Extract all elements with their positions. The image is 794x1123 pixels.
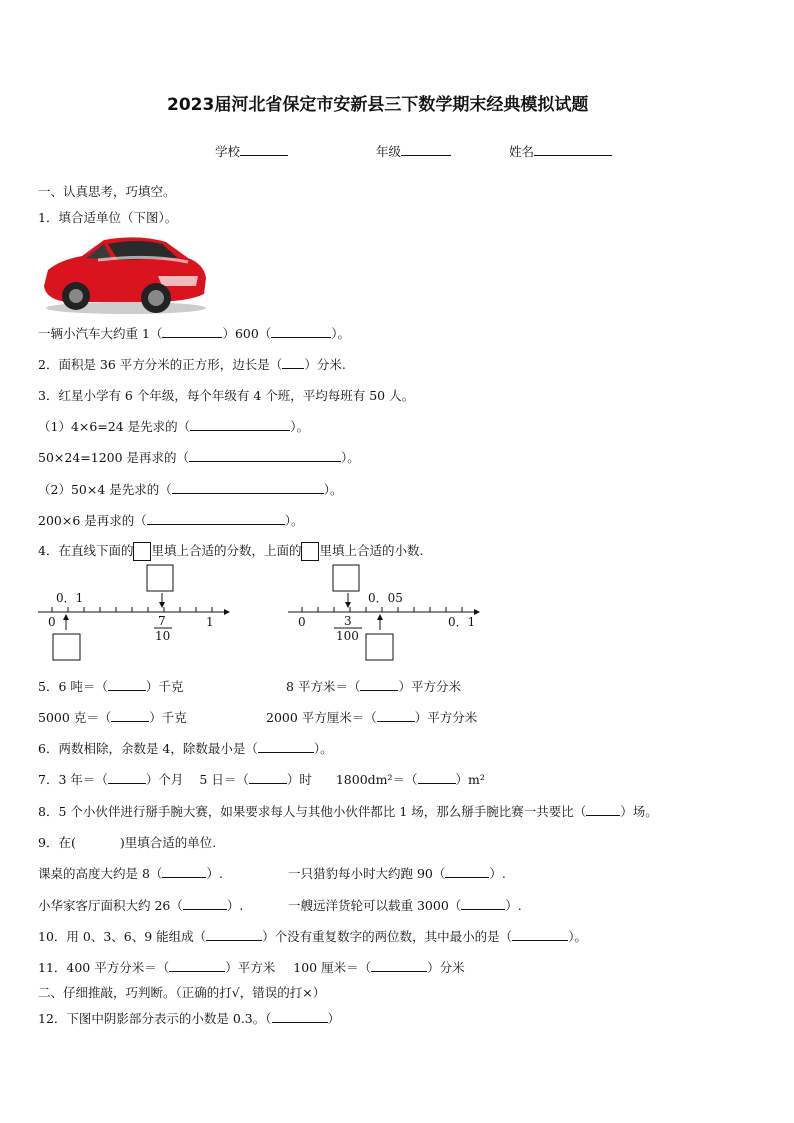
number-line-1-one: 1 bbox=[206, 615, 214, 629]
q8-blank[interactable] bbox=[586, 803, 620, 816]
q1-text-a: 一辆小汽车大约重 1（ bbox=[38, 326, 163, 341]
question-5-line-1-left bbox=[38, 677, 183, 695]
q6-text-a: 6．两数相除，余数是 4，除数最小是（ bbox=[38, 741, 258, 756]
number-line-2-end: 0．1 bbox=[448, 615, 476, 629]
q4-text-a: 4．在直线下面的 bbox=[38, 543, 134, 558]
question-11 bbox=[38, 958, 465, 976]
question-3-line-1 bbox=[38, 417, 309, 435]
q11-blank-1[interactable] bbox=[169, 959, 225, 972]
q9-blank-2[interactable] bbox=[445, 865, 489, 878]
q5-blank-3[interactable] bbox=[111, 709, 149, 722]
q1-blank-1[interactable] bbox=[162, 325, 222, 338]
number-line-1-numerator: 7 bbox=[158, 614, 166, 628]
q9-blank-4[interactable] bbox=[461, 897, 505, 910]
q3-l2-text-a: 50×24=1200 是再求的（ bbox=[38, 450, 190, 465]
q7-text-d: ）时 bbox=[286, 772, 312, 787]
q9-blank-1[interactable] bbox=[162, 865, 206, 878]
q9-l2-text-b: ）. bbox=[226, 898, 244, 913]
q3-blank-4[interactable] bbox=[147, 512, 285, 525]
q4-text-b: 里填上合适的分数，上面的 bbox=[151, 543, 302, 558]
q4-text-c: 里填上合适的小数. bbox=[319, 543, 424, 558]
q6-blank[interactable] bbox=[258, 740, 314, 753]
q11-blank-2[interactable] bbox=[371, 959, 427, 972]
q7-blank-3[interactable] bbox=[418, 771, 456, 784]
q11-text-a: 11．400 平方分米＝（ bbox=[38, 960, 170, 975]
q9-stem-text-a: 9．在( bbox=[38, 835, 76, 850]
question-3-line-4 bbox=[38, 511, 304, 529]
name-field[interactable] bbox=[509, 142, 612, 160]
number-line-2-top-answer-box[interactable] bbox=[333, 565, 359, 591]
number-line-1-top-answer-box[interactable] bbox=[147, 565, 173, 591]
number-line-1-bottom-answer-box[interactable] bbox=[53, 634, 80, 660]
q11-text-c: 100 厘米＝（ bbox=[293, 960, 372, 975]
number-line-2-zero: 0 bbox=[298, 615, 306, 629]
q9-l1-text-a: 课桌的高度大约是 8（ bbox=[38, 866, 163, 881]
question-6 bbox=[38, 739, 333, 757]
number-line-1-denominator: 10 bbox=[155, 629, 171, 643]
question-5-line-2-left bbox=[38, 708, 187, 726]
question-5-line-2-right bbox=[266, 708, 477, 726]
number-line-1-top-label: 0．1 bbox=[56, 591, 84, 605]
number-line-1 bbox=[38, 562, 238, 662]
q1-text-c: ）。 bbox=[331, 326, 351, 341]
number-line-2 bbox=[288, 562, 488, 662]
q10-blank-2[interactable] bbox=[512, 928, 568, 941]
q10-text-a: 10．用 0、3、6、9 能组成（ bbox=[38, 929, 207, 944]
q7-text-b: ）个月 bbox=[145, 772, 184, 787]
q3-l1-text-a: （1）4×6=24 是先求的（ bbox=[38, 419, 191, 434]
school-field[interactable] bbox=[215, 142, 288, 160]
q3-blank-3[interactable] bbox=[172, 481, 324, 494]
question-9-line-1-right bbox=[288, 864, 506, 882]
q2-text-a: 2．面积是 36 平方分米的正方形，边长是（ bbox=[38, 357, 283, 372]
question-9-line-2-right bbox=[288, 896, 522, 914]
question-7 bbox=[38, 770, 485, 788]
grade-label: 年级 bbox=[376, 144, 402, 159]
question-9-stem bbox=[38, 833, 216, 851]
q9-blank-3[interactable] bbox=[183, 897, 227, 910]
q3-l2-text-b: ）。 bbox=[341, 450, 360, 465]
number-line-2-top-label: 0．05 bbox=[368, 591, 403, 605]
q3-blank-2[interactable] bbox=[189, 449, 341, 462]
question-1-line bbox=[38, 324, 350, 342]
q7-text-c: 5 日＝（ bbox=[199, 772, 249, 787]
section-one-heading: 一、认真思考，巧填空。 bbox=[38, 184, 176, 199]
q3-l4-text-b: ）。 bbox=[284, 513, 304, 528]
question-3-line-2 bbox=[38, 448, 360, 466]
q9-l2-text-c: 一艘远洋货轮可以载重 3000（ bbox=[288, 898, 462, 913]
school-label: 学校 bbox=[215, 144, 241, 159]
question-3-line-3 bbox=[38, 480, 343, 498]
q5-l1-text-d: ）平方分米 bbox=[398, 679, 461, 694]
q10-text-c: ）。 bbox=[568, 929, 587, 944]
q12-text-a: 12．下图中阴影部分表示的小数是 0.3。（ bbox=[38, 1011, 272, 1026]
question-8 bbox=[38, 802, 658, 820]
question-3-stem: 3．红星小学有 6 个年级，每个年级有 4 个班，平均每班有 50 人。 bbox=[38, 388, 415, 403]
number-line-2-bottom-answer-box[interactable] bbox=[366, 634, 393, 660]
q7-text-a: 7．3 年＝（ bbox=[38, 772, 108, 787]
car-image bbox=[38, 232, 210, 316]
name-label: 姓名 bbox=[509, 144, 535, 159]
q3-l4-text-a: 200×6 是再求的（ bbox=[38, 513, 147, 528]
q9-l1-text-b: ）. bbox=[206, 866, 223, 881]
section-two-heading: 二、仔细推敲，巧判断。（正确的打√，错误的打×） bbox=[38, 985, 326, 1000]
q2-blank[interactable] bbox=[282, 356, 304, 369]
q8-text-b: ）场。 bbox=[620, 804, 658, 819]
q7-blank-1[interactable] bbox=[108, 771, 146, 784]
q7-blank-2[interactable] bbox=[249, 771, 287, 784]
q5-blank-4[interactable] bbox=[377, 709, 415, 722]
q10-text-b: ）个没有重复数字的两位数，其中最小的是（ bbox=[262, 929, 513, 944]
number-line-1-zero: 0 bbox=[48, 615, 56, 629]
q5-blank-1[interactable] bbox=[108, 678, 146, 691]
q7-text-e: 1800dm²＝（ bbox=[335, 772, 418, 787]
q12-blank[interactable] bbox=[272, 1010, 328, 1023]
q5-l2-text-c: 2000 平方厘米＝（ bbox=[266, 710, 377, 725]
q9-stem-text-b: )里填合适的单位. bbox=[119, 835, 217, 850]
q8-text-a: 8．5 个小伙伴进行掰手腕大赛，如果要求每人与其他小伙伴都比 1 场，那么掰手腕比赛一共要比（ bbox=[38, 804, 587, 819]
q11-text-b: ）平方米 bbox=[225, 960, 276, 975]
q5-l1-text-b: ）千克 bbox=[145, 679, 184, 694]
q6-text-b: ）。 bbox=[313, 741, 333, 756]
question-12 bbox=[38, 1009, 340, 1027]
question-2 bbox=[38, 355, 346, 373]
q5-blank-2[interactable] bbox=[360, 678, 398, 691]
q5-l2-text-d: ）平方分米 bbox=[414, 710, 478, 725]
q11-text-d: ）分米 bbox=[427, 960, 465, 975]
question-9-line-2-left bbox=[38, 896, 243, 914]
q10-blank-1[interactable] bbox=[206, 928, 262, 941]
number-line-2-denominator: 100 bbox=[336, 629, 359, 643]
q3-l3-text-a: （2）50×4 是先求的（ bbox=[38, 482, 172, 497]
q3-blank-1[interactable] bbox=[190, 418, 290, 431]
q5-l2-text-a: 5000 克＝（ bbox=[38, 710, 112, 725]
question-10 bbox=[38, 927, 587, 945]
question-5-line-1-right bbox=[286, 677, 461, 695]
q5-l1-text-c: 8 平方米＝（ bbox=[286, 679, 361, 694]
q3-l3-text-b: ）。 bbox=[323, 482, 343, 497]
question-9-line-1-left bbox=[38, 864, 223, 882]
page-title: 2023届河北省保定市安新县三下数学期末经典模拟试题 bbox=[167, 95, 589, 115]
q9-l1-text-c: 一只猎豹每小时大约跑 90（ bbox=[288, 866, 446, 881]
q5-l2-text-b: ）千克 bbox=[149, 710, 187, 725]
grade-field[interactable] bbox=[376, 142, 451, 160]
q9-l2-text-a: 小华家客厅面积大约 26（ bbox=[38, 898, 183, 913]
q1-blank-2[interactable] bbox=[271, 325, 331, 338]
q9-l1-text-d: ）. bbox=[489, 866, 506, 881]
q7-text-f: ）m² bbox=[455, 772, 485, 787]
q5-l1-text-a: 5．6 吨＝（ bbox=[38, 679, 108, 694]
number-line-2-numerator: 3 bbox=[344, 614, 352, 628]
q3-l1-text-b: ）。 bbox=[290, 419, 309, 434]
q4-box-icon-1 bbox=[133, 542, 151, 561]
question-1-stem: 1．填合适单位（下图）。 bbox=[38, 210, 178, 225]
q4-box-icon-2 bbox=[301, 542, 319, 561]
q2-text-b: ）分米. bbox=[304, 357, 346, 372]
q1-text-b: ）600（ bbox=[222, 326, 272, 341]
q12-text-b: ） bbox=[327, 1011, 341, 1026]
question-4-stem bbox=[38, 541, 423, 561]
q9-l2-text-d: ）. bbox=[505, 898, 522, 913]
